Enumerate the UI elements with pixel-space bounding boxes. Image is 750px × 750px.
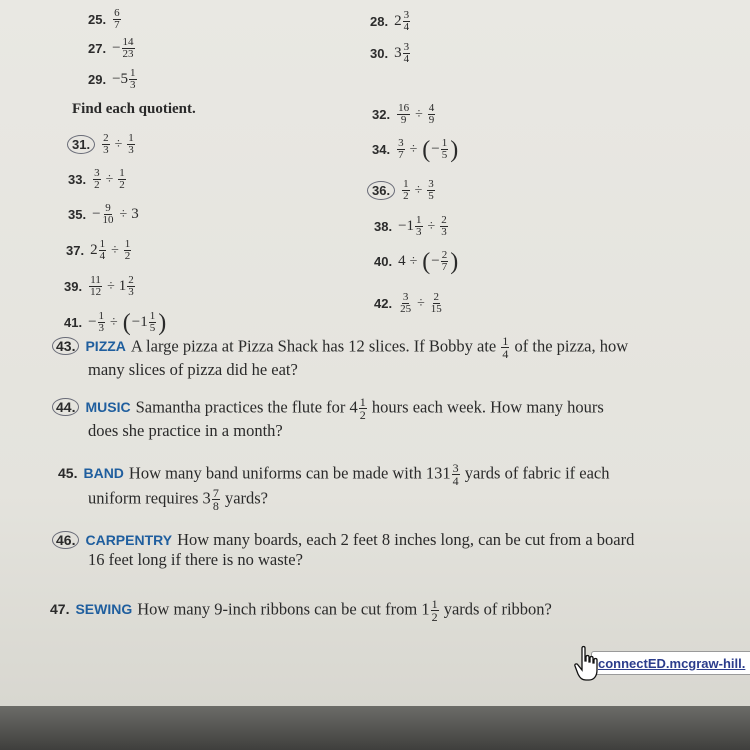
problem-text: A large pizza at Pizza Shack has 12 slices. If Bobby ate <box>130 336 497 356</box>
expression-text: −1 <box>131 314 148 330</box>
expression-text: 3 <box>394 45 402 61</box>
problem-text: Samantha practices the flute for 4 <box>135 397 358 417</box>
fraction: $\frac{14}{23}$ <box>122 36 134 60</box>
exercise-37 <box>66 239 132 262</box>
problem-number: 47. <box>50 601 70 618</box>
expression-text: −5 <box>112 71 129 87</box>
problem-44 <box>58 396 738 441</box>
problem-47 <box>50 598 730 623</box>
division-sign: ÷ <box>111 242 119 258</box>
exercise-25 <box>88 8 122 31</box>
exercise-number: 36. <box>367 181 395 200</box>
exercise-number: 25. <box>88 12 107 27</box>
division-sign: ÷ <box>114 136 123 152</box>
exercise-31 <box>72 133 136 156</box>
parenthesis: ( <box>422 136 431 163</box>
division-sign: ÷ <box>409 141 418 157</box>
exercise-number: 39. <box>64 279 83 294</box>
fraction: $\frac{1}{4}$ <box>502 334 509 361</box>
exercise-number: 41. <box>64 315 83 330</box>
fraction: $\frac{3}{4}$ <box>452 461 459 488</box>
fraction: $\frac{1}{2}$ <box>431 597 438 624</box>
exercise-38 <box>374 215 449 238</box>
exercise-28 <box>370 10 411 33</box>
exercise-40 <box>374 250 459 273</box>
expression-text: − <box>92 206 101 222</box>
fraction: $\frac{3}{4}$ <box>403 41 410 65</box>
expression-text: − <box>112 40 121 56</box>
exercise-number: 30. <box>370 46 389 61</box>
problem-43 <box>58 335 738 380</box>
fraction: $\frac{3}{2}$ <box>94 167 100 191</box>
problem-text-cont: yards of ribbon? <box>443 599 552 619</box>
hand-pointer-icon <box>573 645 603 683</box>
problem-number: 44. <box>52 398 79 416</box>
division-sign: ÷ <box>119 206 128 222</box>
exercise-27 <box>88 37 136 60</box>
division-sign: ÷ <box>107 278 115 294</box>
exercise-number: 35. <box>68 207 87 222</box>
exercise-34 <box>372 138 459 161</box>
fraction: $\frac{2}{3}$ <box>103 132 109 156</box>
exercise-number: 29. <box>88 72 107 87</box>
fraction: $\frac{7}{8}$ <box>212 486 219 513</box>
page-bottom-shadow <box>0 706 750 750</box>
fraction: $\frac{1}{2}$ <box>359 395 366 422</box>
fraction: $\frac{3}{7}$ <box>398 137 404 161</box>
problem-keyword: PIZZA <box>85 338 126 355</box>
problem-text-cont: hours each week. How many hours <box>371 397 604 417</box>
problem-number: 43. <box>52 337 79 355</box>
fraction: $\frac{1}{3}$ <box>98 310 105 334</box>
exercise-number: 40. <box>374 254 393 269</box>
fraction: $\frac{2}{7}$ <box>441 249 448 273</box>
fraction: $\frac{1}{3}$ <box>416 214 422 238</box>
problem-text: How many boards, each 2 feet 8 inches long, can be cut from a board <box>177 530 635 549</box>
exercise-number: 38. <box>374 219 393 234</box>
problem-45 <box>58 462 738 512</box>
problem-keyword: SEWING <box>75 601 133 618</box>
problem-text-line2: many slices of pizza did he eat? <box>88 360 298 379</box>
expression-text: 4 <box>398 253 406 269</box>
problem-text: How many band uniforms can be made with 131 <box>128 463 451 483</box>
exercise-number: 27. <box>88 41 107 56</box>
exercise-number: 37. <box>66 243 85 258</box>
fraction: $\frac{1}{5}$ <box>441 137 448 161</box>
fraction: $\frac{9}{10}$ <box>102 202 114 226</box>
exercise-41 <box>64 311 167 334</box>
fraction: $\frac{1}{4}$ <box>99 238 106 262</box>
fraction: $\frac{16}{9}$ <box>398 102 410 126</box>
fraction: $\frac{1}{2}$ <box>124 238 131 262</box>
parenthesis: ( <box>122 309 131 336</box>
expression-text: 2 <box>90 242 98 258</box>
exercise-30 <box>370 42 411 65</box>
expression-text: − <box>431 141 440 157</box>
division-sign: ÷ <box>414 182 423 198</box>
fraction: $\frac{2}{15}$ <box>430 291 442 315</box>
parenthesis: ) <box>158 309 167 336</box>
exercise-32 <box>372 103 436 126</box>
exercise-42 <box>374 292 444 315</box>
exercise-36 <box>372 179 436 202</box>
problem-46 <box>58 530 738 570</box>
parenthesis: ) <box>450 136 459 163</box>
problem-number: 45. <box>58 465 78 482</box>
expression-text: − <box>431 253 440 269</box>
link-label: connectED.mcgraw-hill. <box>598 655 746 671</box>
problem-keyword: CARPENTRY <box>85 532 173 548</box>
problem-text: How many 9-inch ribbons can be cut from 1 <box>137 599 430 619</box>
exercise-number: 32. <box>372 107 391 122</box>
division-sign: ÷ <box>110 314 118 330</box>
fraction: $\frac{6}{7}$ <box>114 7 120 31</box>
problem-text-line2: does she practice in a month? <box>88 421 283 440</box>
exercise-number: 34. <box>372 142 391 157</box>
fraction: $\frac{1}{2}$ <box>403 178 409 202</box>
exercise-29 <box>88 68 138 91</box>
exercise-39 <box>64 275 136 298</box>
fraction: $\frac{2}{3}$ <box>128 274 134 298</box>
fraction: $\frac{1}{2}$ <box>119 167 125 191</box>
problem-number: 46. <box>52 531 79 549</box>
exercise-35 <box>68 203 139 226</box>
fraction: $\frac{11}{12}$ <box>90 274 102 298</box>
section-heading: Find each quotient. <box>72 101 196 117</box>
problem-text-cont: of the pizza, how <box>514 336 629 356</box>
exercise-number: 42. <box>374 296 393 311</box>
expression-text: − <box>88 314 97 330</box>
division-sign: ÷ <box>409 253 418 269</box>
division-sign: ÷ <box>415 106 423 122</box>
fraction: $\frac{3}{4}$ <box>403 9 410 33</box>
division-sign: ÷ <box>105 171 114 187</box>
problem-text-cont: yards of fabric if each <box>464 463 610 483</box>
problem-text-line2: 16 feet long if there is no waste? <box>88 550 303 569</box>
exercise-number: 31. <box>67 135 95 154</box>
exercise-number: 28. <box>370 14 389 29</box>
problem-keyword: BAND <box>83 465 124 482</box>
fraction: $\frac{1}{3}$ <box>130 67 136 91</box>
fraction: $\frac{1}{5}$ <box>149 310 156 334</box>
problem-text-line2: uniform requires 3 $\frac{7}{8}$ yards? <box>88 486 269 513</box>
fraction: $\frac{1}{3}$ <box>128 132 134 156</box>
parenthesis: ) <box>450 248 459 275</box>
expression-text: 3 <box>131 206 139 222</box>
fraction: $\frac{3}{5}$ <box>428 178 434 202</box>
problem-keyword: MUSIC <box>85 399 131 416</box>
fraction: $\frac{2}{3}$ <box>441 214 447 238</box>
exercise-33 <box>68 168 127 191</box>
expression-text: 2 <box>394 13 402 29</box>
division-sign: ÷ <box>427 218 436 234</box>
expression-text: 1 <box>118 278 127 294</box>
connected-link-button[interactable] <box>591 651 750 675</box>
fraction: $\frac{3}{25}$ <box>400 291 412 315</box>
exercise-number: 33. <box>68 172 87 187</box>
expression-text: −1 <box>398 218 415 234</box>
division-sign: ÷ <box>417 295 425 311</box>
fraction: $\frac{4}{9}$ <box>428 102 435 126</box>
parenthesis: ( <box>422 248 431 275</box>
